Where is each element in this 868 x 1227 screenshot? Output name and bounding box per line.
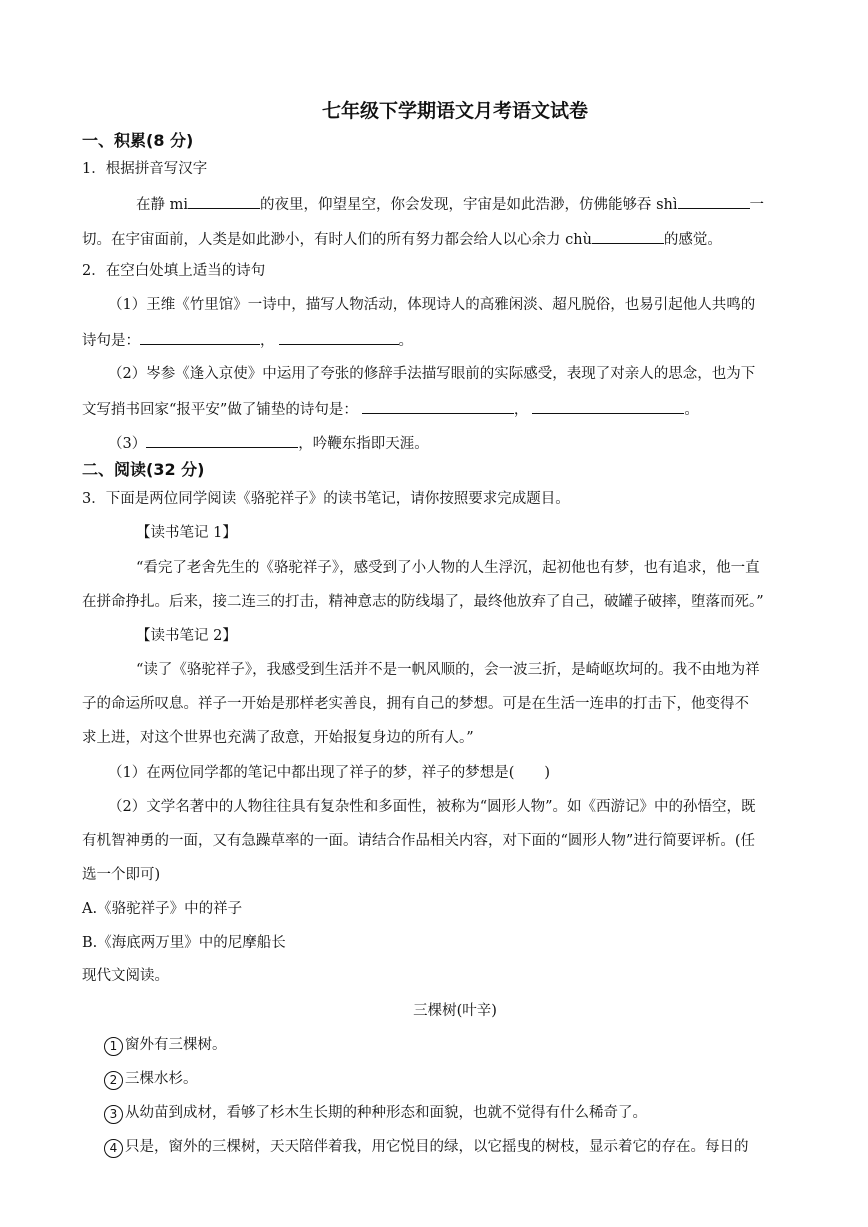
reading-note-1-line: “看完了老舍先生的《骆驼祥子》，感受到了小人物的人生浮沉，起初他也有梦，也有追求，他一直 — [136, 560, 760, 576]
question-3-sub-2-line: 选一个即可) — [82, 867, 161, 883]
question-2-sub-3 — [108, 432, 429, 454]
q2-text-part: 文写捎书回家“报平安”做了铺垫的诗句是： — [82, 402, 358, 418]
paragraph-text: 窗外有三棵树。 — [125, 1037, 227, 1053]
answer-blank[interactable] — [362, 398, 514, 414]
question-2-sub-1-line-1: （1）王维《竹里馆》一诗中，描写人物活动，体现诗人的高雅闲淡、超凡脱俗，也易引起他人共鸣的 — [108, 297, 756, 313]
q2-text-part: ，吟鞭东指即天涯。 — [298, 436, 429, 452]
essay-title: 三棵树(叶辛) — [413, 1003, 497, 1019]
option-b: B.《海底两万里》中的尼摩船长 — [82, 935, 286, 951]
paragraph-text: 三棵水杉。 — [125, 1071, 198, 1087]
q1-text-part: 的感觉。 — [663, 232, 722, 248]
answer-blank[interactable] — [678, 193, 750, 209]
question-2-stem: 2．在空白处填上适当的诗句 — [82, 263, 266, 279]
q1-text-part: 的夜里，仰望星空，你会发现，宇宙是如此浩渺，仿佛能够吞 shì — [260, 197, 678, 213]
q2-text-part: （3） — [108, 436, 147, 452]
option-a: A.《骆驼祥子》中的祥子 — [82, 901, 243, 917]
paragraph-number: 2 — [104, 1071, 123, 1090]
section-heading-reading: 二、阅读(32 分) — [82, 460, 205, 479]
paragraph-text: 从幼苗到成材，看够了杉木生长期的种种形态和面貌，也就不觉得有什么稀奇了。 — [125, 1105, 647, 1121]
q2-text-part: ， — [260, 333, 275, 349]
q2-text-part: 。 — [684, 402, 699, 418]
essay-paragraph — [104, 1103, 647, 1124]
answer-blank[interactable] — [592, 228, 664, 244]
question-3-sub-1 — [108, 763, 550, 783]
question-3-sub-2-line: （2）文学名著中的人物往往具有复杂性和多面性，被称为“圆形人物”。如《西游记》中的孙悟空，既 — [108, 799, 756, 815]
answer-blank[interactable] — [532, 398, 684, 414]
answer-blank[interactable] — [188, 193, 260, 209]
essay-paragraph — [104, 1137, 749, 1158]
answer-blank[interactable] — [146, 432, 298, 448]
modern-reading-label: 现代文阅读。 — [82, 968, 169, 984]
q1-text-part: 切。在宇宙面前，人类是如此渺小，有时人们的所有努力都会给人以心余力 chù — [82, 232, 592, 248]
paragraph-text: 只是，窗外的三棵树，天天陪伴着我，用它悦目的绿，以它摇曳的树枝，显示着它的存在。每日的 — [125, 1139, 749, 1155]
q1-text-part: 一 — [749, 197, 765, 213]
answer-blank[interactable] — [279, 329, 399, 345]
q2-text-part: 。 — [398, 333, 413, 349]
q2-text-part: 诗句是： — [82, 333, 140, 349]
question-2-sub-2-line-2 — [82, 398, 699, 420]
q3-text-part: （1）在两位同学都的笔记中都出现了祥子的梦，祥子的梦想是( — [108, 765, 515, 781]
paragraph-number: 1 — [104, 1037, 123, 1056]
reading-note-2-line: 子的命运所叹息。祥子一开始是那样老实善良，拥有自己的梦想。可是在生活一连串的打击下，他变得不 — [82, 696, 749, 712]
reading-note-2-line: “读了《骆驼祥子》，我感受到生活并不是一帆风顺的，会一波三折，是崎岖坎坷的。我不由地为祥 — [136, 662, 760, 678]
reading-note-1-line: 在拼命挣扎。后来，接二连三的打击，精神意志的防线塌了，最终他放弃了自己，破罐子破摔，堕落而死。” — [82, 594, 764, 610]
question-1-stem: 1．根据拼音写汉字 — [82, 161, 208, 177]
reading-note-1-title: 【读书笔记 1】 — [136, 525, 237, 541]
question-3-sub-2-line: 有机智神勇的一面，又有急躁草率的一面。请结合作品相关内容，对下面的“圆形人物”进行简要评析。(任 — [82, 833, 755, 849]
paragraph-number: 4 — [104, 1139, 123, 1158]
answer-blank[interactable] — [140, 329, 260, 345]
essay-paragraph — [104, 1035, 227, 1056]
question-1-line-2 — [82, 228, 722, 250]
page-title: 七年级下学期语文月考语文试卷 — [321, 100, 588, 122]
q2-text-part: ， — [513, 402, 529, 418]
question-2-sub-2-line-1: （2）岑参《逢入京使》中运用了夸张的修辞手法描写眼前的实际感受，表现了对亲人的思念，也为下 — [108, 366, 756, 382]
paragraph-number: 3 — [104, 1105, 123, 1124]
reading-note-2-title: 【读书笔记 2】 — [136, 628, 237, 644]
section-heading-accumulation: 一、积累(8 分) — [82, 131, 194, 150]
essay-paragraph — [104, 1069, 198, 1090]
q1-text-part: 在静 mi — [136, 197, 188, 213]
q3-text-part: ) — [544, 765, 551, 781]
question-3-stem: 3．下面是两位同学阅读《骆驼祥子》的读书笔记，请你按照要求完成题目。 — [82, 491, 570, 507]
question-2-sub-1-line-2 — [82, 329, 413, 351]
reading-note-2-line: 求上进，对这个世界也充满了敌意，开始报复身边的所有人。” — [82, 730, 474, 746]
question-1-line-1 — [136, 193, 764, 215]
